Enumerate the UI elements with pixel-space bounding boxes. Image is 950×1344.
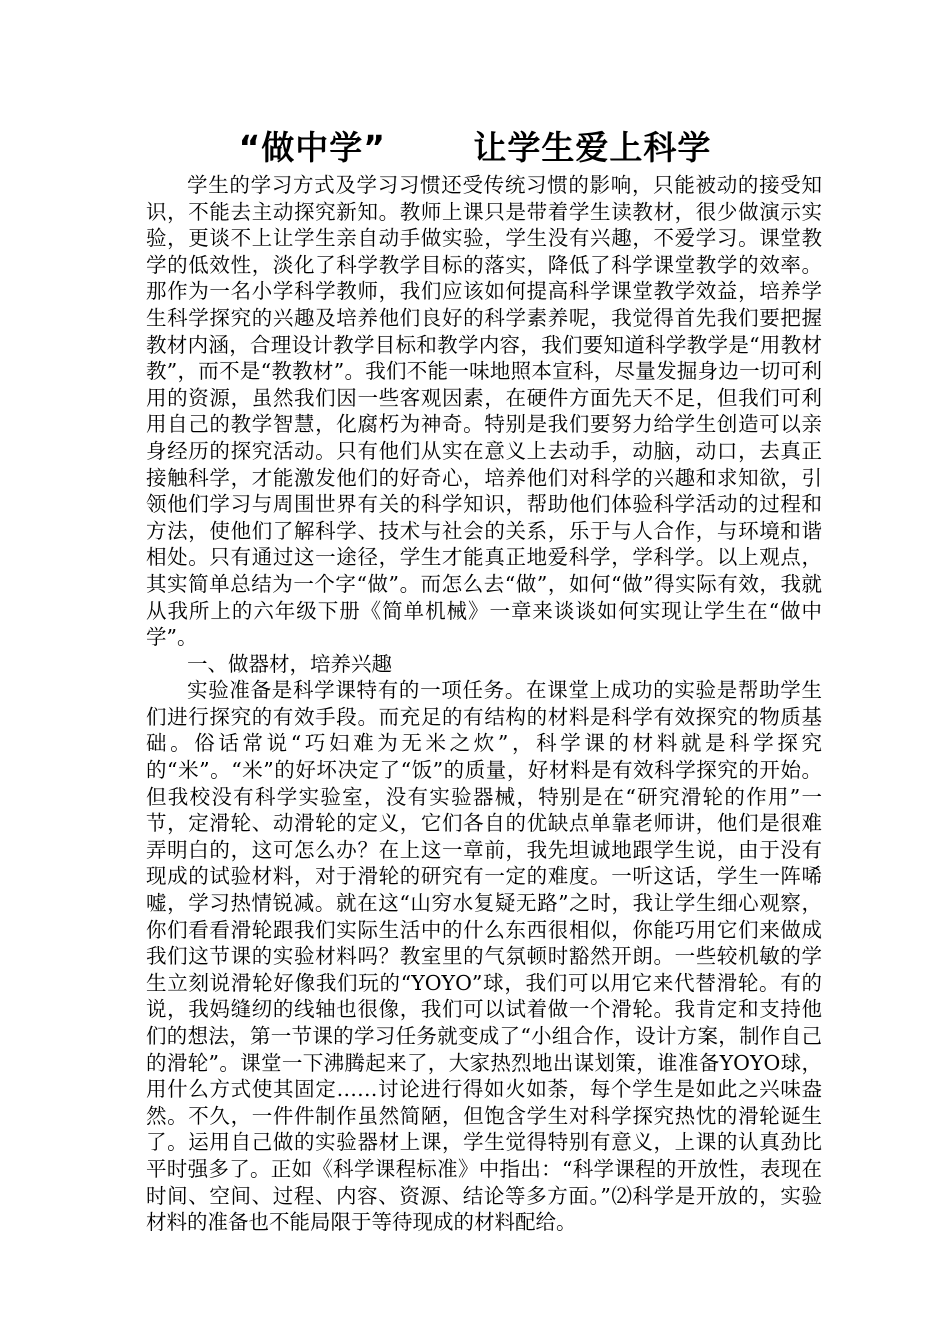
section-heading: 一、做器材，培养兴趣 <box>187 651 392 676</box>
section-paragraph: 实验准备是科学课特有的一项任务。在课堂上成功的实验是帮助学生们进行探究的有效手段。而充足的有结构的材料是科学有效探究的物质基础。俗话常说“巧妇难为无米之炊”，科学课的材料就是科学探究的“米”。“米”的好坏决定了“饭”的质量，好材料是有效科学探究的开始。但我校没有科学实验室，没有实验器械，特别是在“研究滑轮的作用”一节，定滑轮、动滑轮的定义，它们各自的优缺点单靠老师讲，他们是很难弄明白的，这可怎么办？在上这一章前，我先坦诚地跟学生说，由于没有现成的试验材料，对于滑轮的研究有一定的难度。一听这话，学生一阵唏嘘，学习热情锐减。就在这“山穷水复疑无路”之时，我让学生细心观察，你们看看滑轮跟我们实际生活中的什么东西很相似，你能巧用它们来做成我们这节课的实验材料吗？教室里的气氛顿时豁然开朗。一些较机敏的学生立刻说滑轮好像我们玩的“YOYO”球，我们可以用它来代替滑轮。有的说，我妈缝纫的线轴也很像，我们可以试着做一个滑轮。我肯定和支持他们的想法，第一节课的学习任务就变成了“小组合作，设计方案，制作自己的滑轮”。课堂一下沸腾起来了，大家热烈地出谋划策，谁准备YOYO球，用什么方式使其固定……讨论进行得如火如荼，每个学生是如此之兴味盎然。不久，一件件制作虽然简陋，但饱含学生对科学探究热忱的滑轮诞生了。运用自己做的实验器材上课，学生觉得特别有意义，上课的认真劲比平时强多了。正如《科学课程标准》中指出：“科学课程的开放性，表现在时间、空间、过程、内容、资源、结论等多方面。”⑵科学是开放的，实验材料的准备也不能局限于等待现成的材料配给。 <box>146 678 822 1235</box>
document-body <box>146 172 822 1236</box>
document-title: “做中学” 让学生爱上科学 <box>238 128 712 167</box>
intro-paragraph: 学生的学习方式及学习习惯还受传统习惯的影响，只能被动的接受知识，不能去主动探究新知。教师上课只是带着学生读教材，很少做演示实验，更谈不上让学生亲自动手做实验，学生没有兴趣，不爱学习。课堂教学的低效性，淡化了科学教学目标的落实，降低了科学课堂教学的效率。那作为一名小学科学教师，我们应该如何提高科学课堂教学效益，培养学生科学探究的兴趣及培养他们良好的科学素养呢，我觉得首先我们要把握教材内涵，合理设计教学目标和教学内容，我们要知道科学教学是“用教材教”，而不是“教教材”。我们不能一味地照本宣科，尽量发掘身边一切可利用的资源，虽然我们因一些客观因素，在硬件方面先天不足，但我们可利用自己的教学智慧，化腐朽为神奇。特别是我们要努力给学生创造可以亲身经历的探究活动。只有他们从实在意义上去动手，动脑，动口，去真正接触科学，才能激发他们的好奇心，培养他们对科学的兴趣和求知欲，引领他们学习与周围世界有关的科学知识，帮助他们体验科学活动的过程和方法，使他们了解科学、技术与社会的关系，乐于与人合作，与环境和谐相处。只有通过这一途径，学生才能真正地爱科学，学科学。以上观点，其实简单总结为一个字“做”。而怎么去“做”，如何“做”得实际有效，我就从我所上的六年级下册《简单机械》一章来谈谈如何实现让学生在“做中学”。 <box>146 173 822 650</box>
